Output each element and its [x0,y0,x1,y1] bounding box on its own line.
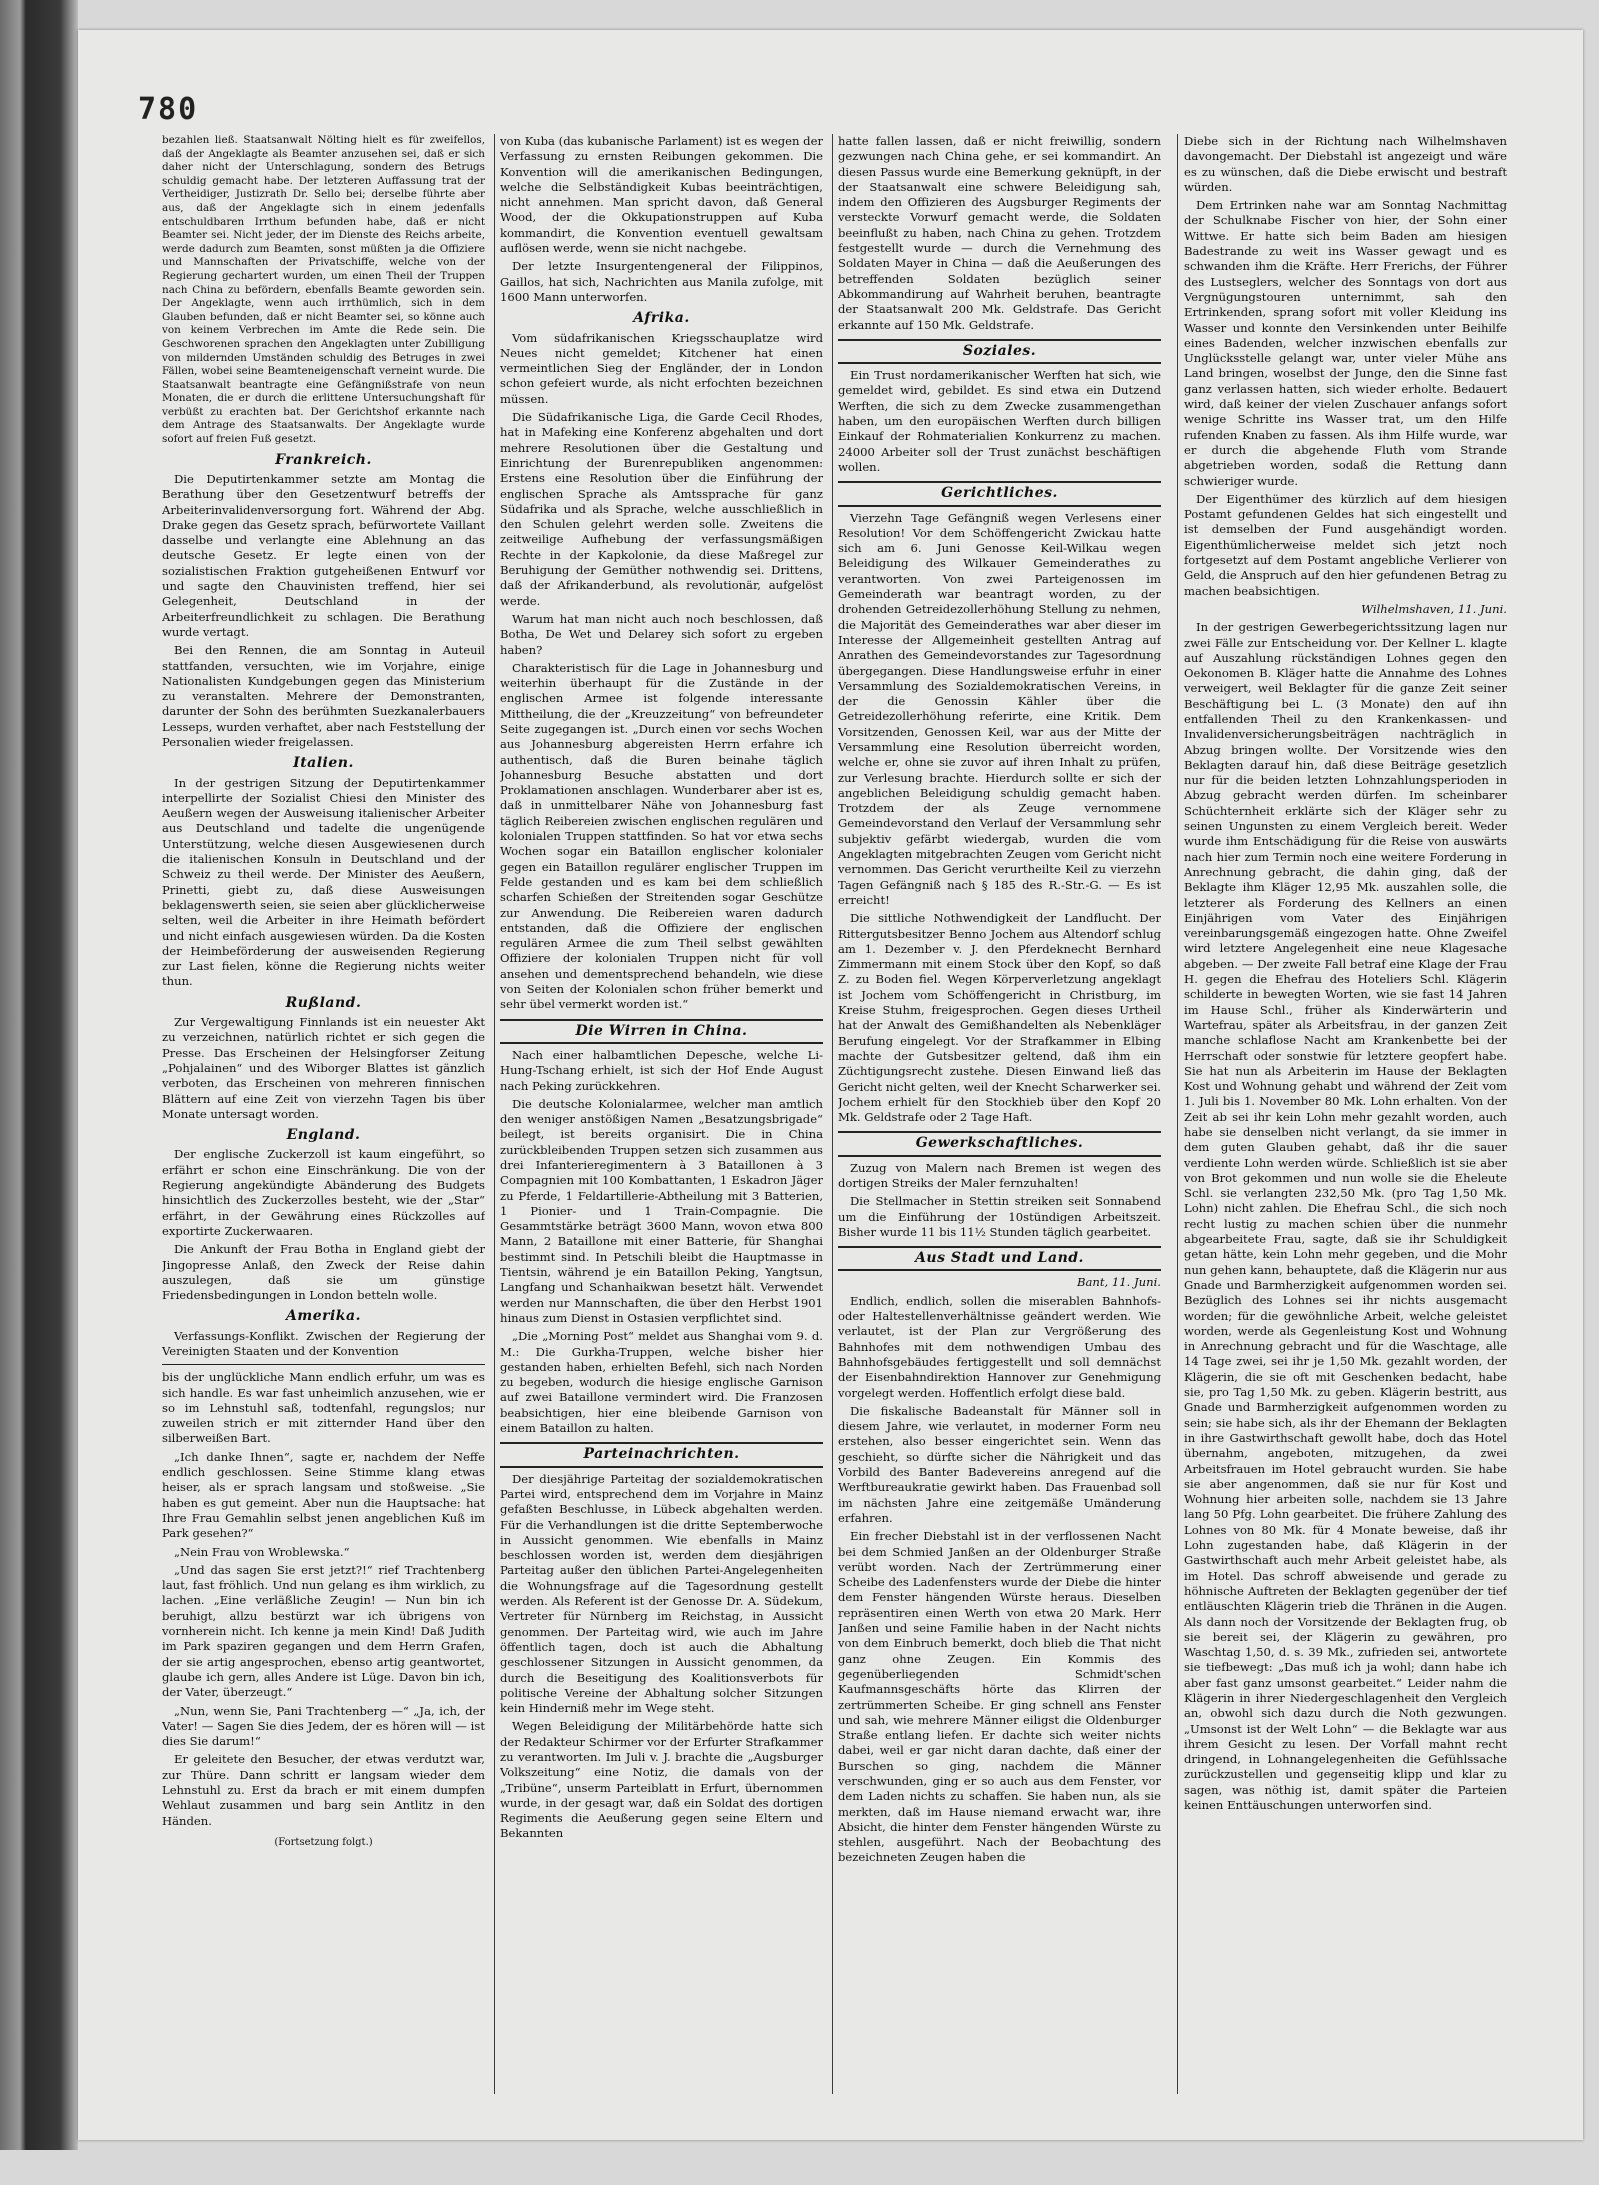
continuation-note: (Fortsetzung folgt.) [274,1836,373,1848]
section-heading: Die Wirren in China. [500,1019,823,1044]
article-paragraph: Diebe sich in der Richtung nach Wilhelmshaven davongemacht. Der Diebstahl ist angezeigt und wäre es zu wünschen, daß die Diebe erwischt und bestraft würden. [1184,134,1507,194]
article-paragraph: von Kuba (das kubanische Parlament) ist es wegen der Verfassung zu ernsten Reibungen gekommen. Die Konvention will die amerikanischen Bedingungen, welche die Selbständigkeit Kubas beeinträchtigen, nicht annehmen. Man spricht davon, daß General Wood, der die Okkupationstruppen auf Kuba kommandirt, die Konvention eventuell gewaltsam auflösen werde, wenn sie nicht nachgebe. [500,134,823,256]
article-paragraph: Die deutsche Kolonialarmee, welcher man amtlich den weniger anstößigen Namen „Besatzungsbrigade“ beilegt, ist bereits organisirt. Die in China zurückbleibenden Truppen setzen sich zusammen aus drei Infanterieregimentern à 3 Bataillonen à 3 Compagnien mit 100 Kombattanten, 1 Eskadron Jäger zu Pferde, 1 Feldartillerie-Abtheilung mit 3 Batterien, 1 Pionier- und 1 Train-Compagnie. Die Gesammtstärke beträgt 3600 Mann, wovon etwa 800 Mann, 2 Bataillone mit einer Batterie, für Shanghai bestimmt sind. In Petschili bleibt die Hauptmasse in Tientsin, während je ein Bataillon Peking, Yangtsun, Langfang und Schanhaikwan besetzt hält. Verwendet werden nur Mannschaften, die über den Herbst 1901 hinaus zum Dienst in Ostasien verpflichtet sind. [500,1096,823,1325]
feuilleton-paragraph: „Ich danke Ihnen“, sagte er, nachdem der Neffe endlich geschlossen. Seine Stimme klang etwas heiser, als er sprach langsam und stoßweise. „Sie haben es gut gemeint. Aber nun die Hauptsache: hat Ihre Frau Gemahlin selbst jenen angeblichen Kuß im Park gesehen?“ [162,1449,485,1541]
section-heading: Frankreich. [275,451,372,468]
article-paragraph: Endlich, endlich, sollen die miserablen Bahnhofs- oder Haltestellenverhältnisse geändert werden. Wie verlautet, ist der Plan zur Vergrößerung des Bahnhofes mit dem nothwendigen Umbau des Bahnhofsgebäudes fertiggestellt und soll demnächst der Eisenbahndirektion Hannover zur Genehmigung vorgelegt werden. Hoffentlich erfolgt diese bald. [838,1293,1161,1400]
article-paragraph: Charakteristisch für die Lage in Johannesburg und weiterhin überhaupt für die Zustände in der englischen Armee ist folgende interessante Mittheilung, die der „Kreuzzeitung“ von befreundeter Seite zugegangen ist. „Durch einen vor sechs Wochen aus Johannesburg abgereisten Herrn erfahre ich authentisch, daß die Buren beinahe täglich Johannesburg Besuche abstatten und dort Proklamationen anschlagen. Wunderbarer aber ist es, daß in unmittelbarer Nähe von Johannesburg fast täglich Reibereien zwischen englischen regulären und kolonialen Truppen stattfinden. So hat vor etwa sechs Wochen sogar ein Bataillon englischer kolonialer gegen ein Bataillon regulärer englischer Truppen im Felde gestanden und es kam bei dem schließlich scharfen Schießen der Streitenden sogar Geschütze zur Anwendung. Die Reibereien waren dadurch entstanden, daß die Offiziere der englischen regulären Armee die zum Theil selbst gewählten Offiziere der kolonialen Truppen nicht für voll ansehen und dementsprechend behandeln, wie diese von Seiten der Kolonialen schon früher bemerkt und sehr übel vermerkt worden ist.“ [500,660,823,1012]
section-heading: Italien. [293,755,354,772]
article-paragraph: Die Deputirtenkammer setzte am Montag die Berathung über den Gesetzentwurf betreffs der Arbeiterinvalidenversorgung fort. Während der Abg. Drake gegen das Gesetz sprach, befürwortete Vaillant dasselbe und verlangte eine Ablehnung an das deutsche Gesetz. Er legte einen von der sozialistischen Fraktion gutgeheißenen Entwurf vor und sagte den Chauvinisten treffend, hier sei Gelegenheit, Deutschland in der Arbeiterfreundlichkeit zu schlagen. Die Berathung wurde vertagt. [162,471,485,639]
feuilleton-paragraph: „Und das sagen Sie erst jetzt?!“ rief Trachtenberg laut, fast fröhlich. Und nun gelang es ihm wirklich, zu lachen. „Eine verläßliche Zeugin! — Nun bin ich beruhigt, allzu bestürzt war ich übrigens von vornherein nicht. Ich kenne ja mein Kind! Daß Judith im Park spaziren gegangen und dem Herrn Grafen, der sie artig angesprochen, ebenso artig geantwortet, glaube ich gern, alles Andere ist Lüge. Davon bin ich, der Vater, überzeugt.“ [162,1562,485,1700]
feuilleton-paragraph: „Nun, wenn Sie, Pani Trachtenberg —“ „Ja, ich, der Vater! — Sagen Sie dies Jedem, der es hören will — ist dies Sie darum!“ [162,1703,485,1749]
article-paragraph: Der Eigenthümer des kürzlich auf dem hiesigen Postamt gefundenen Geldes hat sich eingestellt und ist demselben der Fund ausgehändigt worden. Eigenthümlicherweise meldet sich jetzt noch fortgesetzt auf dem Postamt angebliche Verlierer von Geld, die Anspruch auf den hier gefundenen Betrag zu machen beabsichtigen. [1184,491,1507,598]
column-4 [1184,134,1507,2094]
section-heading: Parteinachrichten. [500,1442,823,1467]
article-paragraph: Der letzte Insurgentengeneral der Filippinos, Gaillos, hat sich, Nachrichten aus Manila zufolge, mit 1600 Mann unterworfen. [500,259,823,304]
article-paragraph: hatte fallen lassen, daß er nicht freiwillig, sondern gezwungen nach China gehe, er sei kommandirt. An diesen Passus wurde eine Bemerkung geknüpft, in der der Staatsanwalt eine schwere Beleidigung sah, indem den Offizieren des Augsburger Regiments der versteckte Vorwurf gemacht werde, die Soldaten beeinflußt zu haben, nach China zu gehen. Trotzdem festgestellt wurde — durch die Vernehmung des Soldaten Mayer in China — daß die Aeußerungen des betreffenden Soldaten bezüglich seiner Abkommandirung auf Wahrheit beruhen, beantragte der Staatsanwalt 200 Mk. Geldstrafe. Das Gericht erkannte auf 150 Mk. Geldstrafe. [838,134,1161,332]
article-paragraph: „Die „Morning Post“ meldet aus Shanghai vom 9. d. M.: Die Gurkha-Truppen, welche bisher hier gestanden haben, erhielten Befehl, sich nach Norden zu begeben, wodurch die hiesige englische Garnison auf zwei Bataillone vermindert wird. Die Franzosen beabsichtigen, hier eine bleibende Garnison von einem Bataillon zu halten. [500,1329,823,1436]
section-heading: Rußland. [285,994,362,1011]
column-1 [162,134,485,2094]
book-binding [0,0,78,2150]
feuilleton-paragraph: „Nein Frau von Wroblewska.“ [174,1544,350,1559]
dateline: Wilhelmshaven, 11. Juni. [1361,601,1507,616]
section-heading: Amerika. [286,1308,361,1325]
article-paragraph: Die Südafrikanische Liga, die Garde Cecil Rhodes, hat in Mafeking eine Konferenz abgehalten und dort mehrere Resolutionen über die Gestaltung und Einrichtung der Burenrepubliken angenommen: Erstens eine Resolution über die Einführung der englischen Sprache als Amtssprache für ganz Südafrika und als Sprache, welche ausschließlich in den Schulen gelehrt werden solle. Zweitens die zeitweilige Aufhebung der verfassungsmäßigen Rechte in der Kapkolonie, da diese Maßregel zur Beruhigung der Gemüther nothwendig sei. Drittens, daß der Afrikanderbund, als revolutionär, aufgelöst werde. [500,410,823,608]
article-paragraph: Die fiskalische Badeanstalt für Männer soll in diesem Jahre, wie verlautet, in moderner Form neu erstehen, also besser eingerichtet sein. Wenn das geschieht, so dürfte sicher die Nährigkeit und das Vorbild des Banter Badevereins anregend auf die Werftbureaukratie gewirkt haben. Das Frauenbad soll im nächsten Jahre eine zeitgemäße Umänderung erfahren. [838,1403,1161,1525]
article-paragraph: Vierzehn Tage Gefängniß wegen Verlesens einer Resolution! Vor dem Schöffengericht Zwickau hatte sich am 6. Juni Genosse Keil-Wilkau wegen Beleidigung des Wilkauer Gemeinderathes zu verantworten. Von zwei Parteigenossen im Gemeinderath war beantragt worden, zu der drohenden Getreidezollerhöhung Stellung zu nehmen, die Majorität des Gemeinderathes war aber dieser im Interesse der Allgemeinheit gestellten Antrag auf Anrathen des Gemeindevorstandes zur Tagesordnung übergegangen. Diese Handlungsweise erfuhr in einer Versammlung des Sozialdemokratischen Vereins, in der die Genossin Kähler über die Getreidezollerhöhung referirte, eine Kritik. Dem Vorsitzenden, Genossen Keil, war aus der Mitte der Versammlung eine Resolution überreicht worden, welche er, ohne sie zuvor auf ihren Inhalt zu prüfen, zur Verlesung brachte. Hierdurch sollte er sich der angeblichen Beleidigung schuldig gemacht haben. Trotzdem der als Zeuge vernommene Gemeindevorstand den Verlauf der Versammlung sehr subjektiv gefärbt wiedergab, wurden die vom Angeklagten mitgebrachten Zeugen vom Gericht nicht vernommen. Das Gericht verurtheilte Keil zu vierzehn Tagen Gefängniß nach § 185 des R.-Str.-G. — Es ist erreicht! [838,510,1161,907]
article-paragraph: Wegen Beleidigung der Militärbehörde hatte sich der Redakteur Schirmer vor der Erfurter Strafkammer zu verantworten. Im Juli v. J. brachte die „Augsburger Volkszeitung“ eine Notiz, die damals von der „Tribüne“, unserm Parteiblatt in Erfurt, übernommen wurde, in der gesagt war, daß ein Soldat des dortigen Regiments die Aeußerung gegen seine Eltern und Bekannten [500,1719,823,1841]
feuilleton-paragraph: bis der unglückliche Mann endlich erfuhr, um was es sich handle. Es war fast unheimlich anzusehen, wie er so im Lehnstuhl saß, todtenfahl, regungslos; nur zuweilen strich er mit zitternder Hand über den silberweißen Bart. [162,1370,485,1446]
article-paragraph: Die Ankunft der Frau Botha in England giebt der Jingopresse Anlaß, den Zweck der Reise dahin auszulegen, daß sie um günstige Friedensbedingungen in London betteln wolle. [162,1242,485,1303]
article-paragraph: Ein frecher Diebstahl ist in der verflossenen Nacht bei dem Schmied Janßen an der Oldenburger Straße verübt worden. Nach der Zertrümmerung einer Scheibe des Ladenfensters wurde der Diebe die hinter dem Fenster hängenden Würste heraus. Dieselben repräsentiren einen Werth von etwa 20 Mark. Herr Janßen und seine Familie haben in der Nacht nichts von dem Einbruch bemerkt, doch blieb die That nicht ganz ohne Zeugen. Ein Kommis des gegenüberliegenden Schmidt'schen Kaufmannsgeschäfts hörte das Klirren der zertrümmerten Scheibe. Er ging schnell ans Fenster und sah, wie mehrere Männer eiligst die Oldenburger Straße entlang liefen. Er dachte sich weiter nichts dabei, weil er gar nicht daran dachte, daß einer der Burschen so ging, nachdem die Männer verschwunden, ging er so auch aus dem Fenster, vor dem Laden nichts zu schaffen. Sie haben nun, als sie merkten, daß im Hause niemand erwacht war, ihre Absicht, die hinter dem Fenster hängenden Würste zu stehlen, ausgeführt. Nach der Beobachtung des bezeichneten Zeugen haben die [838,1529,1161,1865]
article-paragraph: Die sittliche Nothwendigkeit der Landflucht. Der Rittergutsbesitzer Benno Jochem aus Altendorf schlug am 1. Dezember v. J. den Pferdeknecht Bernhard Zimmermann mit einem Stock über den Kopf, so daß Z. zu Boden fiel. Wegen Körperverletzung angeklagt ist Jochem vom Schöffengericht in Christburg, im Kreise Stuhm, freigesprochen. Gegen dieses Urtheil hat der Anwalt des Gemißhandelten als Nebenkläger Berufung eingelegt. Vor der Strafkammer in Elbing machte der Gutsbesitzer geltend, daß ihm ein Züchtigungsrecht zustehe. Diesen Einwand ließ das Gericht nicht gelten, weil der Knecht Scharwerker sei. Jochem erhielt für den Stockhieb über den Kopf 20 Mk. Geldstrafe oder 2 Tage Haft. [838,911,1161,1125]
article-paragraph: Vom südafrikanischen Kriegsschauplatze wird Neues nicht gemeldet; Kitchener hat einen vermeintlichen Sieg der Engländer, der in London schon gefeiert wurde, als nicht erfochten bezeichnen müssen. [500,330,823,406]
column-3 [838,134,1161,2094]
article-paragraph: Zur Vergewaltigung Finnlands ist ein neuester Akt zu verzeichnen, natürlich richtet er sich gegen die Presse. Das Erscheinen der Helsingforser Zeitung „Pohjalainen“ und des Wiborger Blattes ist gänzlich verboten, das Erscheinen von mehreren finnischen Blättern auf eine Zeit von vierzehn Tagen bis über Monate untersagt worden. [162,1015,485,1121]
feuilleton-paragraph: Er geleitete den Besucher, der etwas verdutzt war, zur Thüre. Dann schritt er langsam wieder dem Lehnstuhl zu. Erst da brach er mit einem dumpfen Wehlaut zusammen und barg sein Antlitz in den Händen. [162,1752,485,1828]
article-paragraph: Bei den Rennen, die am Sonntag in Auteuil stattfanden, versuchten, wie im Vorjahre, einige Nationalisten Kundgebungen gegen das Ministerium zu veranstalten. Mehrere der Demonstranten, darunter der Sohn des berühmten Suezkanalerbauers Lesseps, wurden verhaftet, aber nach Feststellung der Personalien wieder freigelassen. [162,643,485,749]
column-rule [494,134,495,2094]
article-paragraph: Ein Trust nordamerikanischer Werften hat sich, wie gemeldet wird, gebildet. Es sind etwa ein Dutzend Werften, die sich zu dem Zwecke zusammengethan haben, um den europäischen Werften durch billigen Einkauf der Rohmaterialien Konkurrenz zu machen. 24000 Arbeiter soll der Trust zunächst beschäftigen wollen. [838,368,1161,474]
article-paragraph: Zuzug von Malern nach Bremen ist wegen des dortigen Streiks der Maler fernzuhalten! [838,1160,1161,1190]
page-number: 780 [138,92,199,127]
article-paragraph: In der gestrigen Sitzung der Deputirtenkammer interpellirte der Sozialist Chiesi den Minister des Aeußern wegen der Ausweisung italienischer Arbeiter aus Deutschland und tadelte die ungenügende Unterstützung, welche diesen Ausgewiesenen durch die italienischen Konsuln in Deutschland und der Schweiz zu theil werde. Der Minister des Aeußern, Prinetti, giebt zu, daß diese Ausweisungen beklagenswerth seien, sie seien aber glücklicherweise selten, weil die Arbeiter in ihre Heimath befördert und nicht einfach ausgewiesen würden. Da die Kosten der Heimbeförderung der ausweisenden Regierung zur Last fielen, könne die Regierung nichts weiter thun. [162,775,485,989]
section-heading: England. [286,1127,361,1144]
article-paragraph: bezahlen ließ. Staatsanwalt Nölting hielt es für zweifellos, daß der Angeklagte als Beamter anzusehen sei, daß er sich daher nicht der Unterschlagung, sondern des Betrugs schuldig gemacht habe. Der letzteren Auffassung trat der Vertheidiger, Justizrath Dr. Sello bei; derselbe führte aber aus, daß der Angeklagte sich in einem jedenfalls entschuldbaren Irrthum befunden habe, daß er nicht Beamter sei. Nicht jeder, der im Dienste des Reichs arbeite, werde dadurch zum Beamten, sonst müßten ja die Offiziere und Mannschaften der Privatschiffe, welche von der Regierung gechartert wurden, um einen Theil der Truppen nach China zu befördern, ebenfalls Beamte geworden sein. Der Angeklagte, wenn auch irrthümlich, sich in dem Glauben befunden, daß er nicht Beamter sei, so könne auch von keinem Verbrechen im Amte die Rede sein. Die Geschworenen sprachen den Angeklagten unter Zubilligung von mildernden Umständen schuldig des Betruges in zwei Fällen, wobei seine Beamteneigenschaft verneint wurde. Die Staatsanwalt beantragte eine Gefängnißstrafe von neun Monaten, die er durch die erlittene Untersuchungshaft für verbüßt zu erachten bat. Der Gerichtshof erkannte nach dem Antrage des Staatsanwalts. Der Angeklagte wurde sofort auf freien Fuß gesetzt. [162,134,485,446]
section-heading: Gewerkschaftliches. [838,1131,1161,1156]
article-paragraph: In der gestrigen Gewerbegerichtssitzung lagen nur zwei Fälle zur Entscheidung vor. Der Kellner L. klagte auf Auszahlung rückständigen Lohnes gegen den Oekonomen B. Kläger hatte die Annahme des Lohnes verweigert, weil Beklagter für die ganze Zeit seiner Beschäftigung bei L. (3 Monate) den auf ihn entfallenden Theil zu den Krankenkassen- und Invalidenversicherungsbeiträgen nachträglich in Abzug bringen wollte. Der Vorsitzende wies den Beklagten darauf hin, daß diese Beiträge gesetzlich nur für die beiden letzten Lohnzahlungsperioden in Abzug gebracht werden dürfen. Im scheinbarer Schüchternheit erklärte sich der Kläger sehr zu seinen Ungunsten zu einem Vergleich bereit. Weder wurde ihm Entschädigung für die Reise von auswärts nach hier zum Termin noch eine weitere Forderung in Anrechnung gebracht, die dahin ging, daß der Beklagte ihm Kläger 12,95 Mk. auszahlen solle, die letzterer als Forderung des Kellners an einen Einjährigen vom Vater des Einjährigen vereinbarungsgemäß eingezogen hatte. Ohne Zweifel wird letztere Angelegenheit eine neue Klagesache abgeben. — Der zweite Fall betraf eine Klage der Frau H. gegen die Ehefrau des Hoteliers Schl. Klägerin schilderte in bewegten Worten, wie sie fast 14 Jahren im Hause Schl., früher als Kinderwärterin und Wartefrau, später als Arbeitsfrau, in der ganzen Zeit manche schlaflose Nacht am Krankenbette bei der Herrschaft oder sonstwie für letztere geopfert habe. Sie hat nun als Arbeiterin im Hause der Beklagten Kost und Wohnung gehabt und während der Zeit vom 1. Juli bis 1. November 80 Mk. Lohn erhalten. Von der Zeit ab sei ihr kein Lohn mehr gezahlt worden, auch habe sie denselben nicht verlangt, da sie immer in dem guten Glauben gehabt, daß ihr die sauer verdiente Lohn werden würde. Schließlich ist sie aber von Brot gekommen und nun wolle sie die Eheleute Schl. sie verlangten 232,50 Mk. (pro Tag 1,50 Mk. Lohn) nicht zahlen. Die Ehefrau Schl., die sich noch recht lustig zu machen schien über die nunmehr abgearbeitete Frau, sagte, daß sie ihr Schuldigkeit getan hätte, kein Lohn mehr gegeben, und die Mohr nun gehen kann, behauptete, daß die Klägerin nur aus Gnade und Barmherzigkeit aufgenommen worden sei. Bezüglich des Lohnes sei ihr nichts ausgemacht worden; für die gewöhnliche Arbeit, welche geleistet worden, werde als Gegenleistung Kost und Wohnung in Anrechnung gebracht und für die Waschtage, alle 14 Tage zwei, sei ihr je 1,50 Mk. gezahlt worden, der Klägerin, die sie oft mit Geschenken bedacht, habe sie, pro Tag 1,50 Mk. zu geben. Klägerin bestritt, aus Gnade und Barmherzigkeit aufgenommen worden zu sein; sie habe sich, als ihr der Ehemann der Beklagten in ihre Gastwirthschaft gewollt habe, doch das Hotel übernahm, angeboten, mitzugehen, da zwei Arbeitsfrauen im Hotel gebraucht wurden. Sie habe sie aber angenommen, daß sie nur für Kost und Wohnung hier arbeiten solle, nachdem sie 13 Jahre lang 50 Pfg. Lohn gearbeitet. Die frühere Zahlung des Lohnes von 80 Mk. für 4 Monate beweise, daß ihr Lohn zugestanden habe, daß Klägerin in der Gastwirthschaft auch mehr Arbeit geleistet habe, als im Hotel. Das schroff abweisende und gerade zu höhnische Auftreten der Beklagten gegenüber der tief entläuschten Klägerin trieb die Thränen in die Augen. Als dann noch der Vorsitzende der Beklagten frug, ob sie bereit sei, der Klägerin zu gewähren, pro Waschtag 1,50, d. s. 39 Mk., zufrieden sei, antwortete sie tiefbewegt: „Das muß ich ja wohl; dann habe ich aber fast ganz umsonst gearbeitet.“ Leider nahm die Klägerin in ihrer Niedergeschlagenheit den Vergleich an, obwohl sich dazu durch die Noth gezwungen. „Umsonst ist der Welt Lohn“ — die Beklagte war aus ihrem Gesicht zu lesen. Der Vorfall mahnt recht dringend, in Lohnangelegenheiten die Gefühlssache zurückzustellen und gegenseitig klipp und klar zu sagen, was nöthig ist, damit später die Parteien keinen Enttäuschungen unterworfen sind. [1184,620,1507,1813]
article-paragraph: Verfassungs-Konflikt. Zwischen der Regierung der Vereinigten Staaten und der Konvention [162,1328,485,1358]
article-paragraph: Der englische Zuckerzoll ist kaum eingeführt, so erfährt er schon eine Einschränkung. Die von der Regierung angekündigte Abänderung des Budgets hinsichtlich des Zuckerzolles besteht, wie der „Star“ erfährt, in der Gewährung eines Rückzolles auf exportirte Zuckerwaaren. [162,1147,485,1238]
section-heading: Gerichtliches. [838,481,1161,506]
section-heading: Aus Stadt und Land. [838,1246,1161,1271]
column-rule [1177,134,1178,2094]
article-paragraph: Dem Ertrinken nahe war am Sonntag Nachmittag der Schulknabe Fischer von hier, der Sohn einer Wittwe. Er hatte sich beim Baden am hiesigen Badestrande zu weit ins Wasser gewagt und es schwanden ihm die Kräfte. Herr Frerichs, der Führer des Lustseglers, welcher des Sonntags von dort aus Vergnügungstouren unternimmt, sah den Ertrinkenden, sprang sofort mit voller Kleidung ins Wasser und konnte den Versinkenden unter Beihilfe eines Badenden, welcher inzwischen ebenfalls zur Unglücksstelle gelangt war, unter vieler Mühe ans Land bringen, woselbst der Junge, den die Sinne fast ganz verlassen hatten, sich wieder erholte. Bedauert wird, daß keiner der vielen Zuschauer anfangs sofort wenige Schritte ins Wasser trat, um den Hilfe rufenden Knaben zu fassen. Als ihm Hilfe wurde, war er durch die abgehende Fluth vom Strande abgetrieben worden, sodaß die Rettung dann schwieriger wurde. [1184,198,1507,488]
section-heading: Afrika. [633,310,690,327]
column-2 [500,134,823,2094]
article-paragraph: Die Stellmacher in Stettin streiken seit Sonnabend um die Einführung der 10stündigen Arbeitszeit. Bisher wurde 11 bis 11½ Stunden täglich gearbeitet. [838,1194,1161,1239]
feuilleton-divider [162,1364,485,1365]
article-paragraph: Warum hat man nicht auch noch beschlossen, daß Botha, De Wet und Delarey sich sofort zu ergeben haben? [500,611,823,657]
section-heading: Soziales. [838,339,1161,364]
column-rule [832,134,833,2094]
dateline: Bant, 11. Juni. [1076,1275,1161,1290]
article-paragraph: Der diesjährige Parteitag der sozialdemokratischen Partei wird, entsprechend dem im Vorjahre in Mainz gefaßten Beschlusse, in Lübeck abgehalten werden. Für die Verhandlungen ist die dritte Septemberwoche in Aussicht genommen. Wie ebenfalls in Mainz beschlossen worden ist, werden dem diesjährigen Parteitag außer den üblichen Partei-Angelegenheiten die Wohnungsfrage auf die Tagesordnung gestellt werden. Als Referent ist der Genosse Dr. A. Südekum, Vertreter für Nürnberg im Reichstag, in Aussicht genommen. Der Parteitag wird, wie auch im Jahre öffentlich tagen, doch ist auch die Abhaltung geschlossener Sitzungen in Aussicht genommen, da durch die Beseitigung des Koalitionsverbots für politische Vereine der Abhaltung solcher Sitzungen kein Hinderniß mehr im Wege steht. [500,1471,823,1716]
article-paragraph: Nach einer halbamtlichen Depesche, welche Li-Hung-Tschang erhielt, ist sich der Hof Ende August nach Peking zurückkehren. [500,1047,823,1093]
